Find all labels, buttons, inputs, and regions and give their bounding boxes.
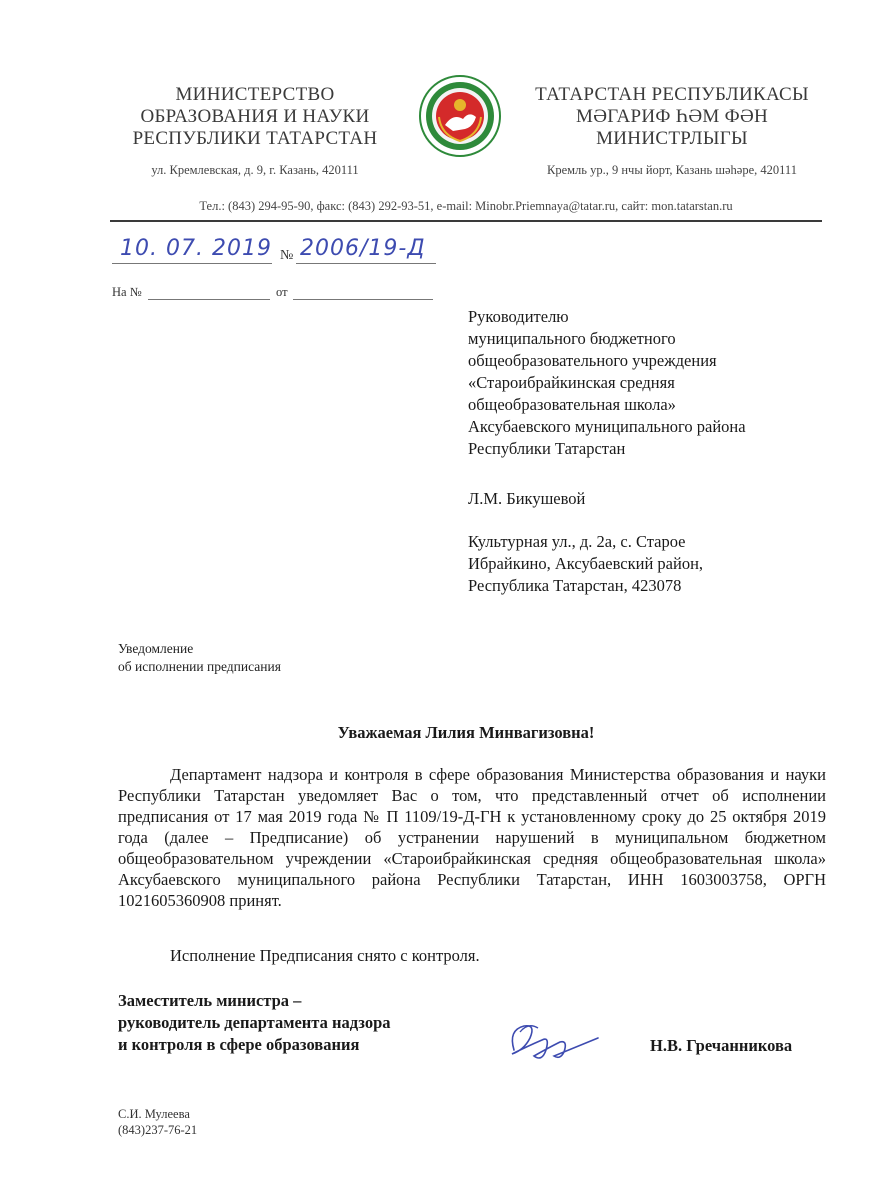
subject-line: об исполнении предписания — [118, 659, 281, 674]
ministry-name-ru-line: ОБРАЗОВАНИЯ И НАУКИ — [140, 106, 370, 127]
body-paragraph: Исполнение Предписания снято с контроля. — [170, 946, 480, 965]
ministry-name-ru-line: МИНИСТЕРСТВО — [175, 84, 335, 105]
signatory-name: Н.В. Гречанникова — [650, 1036, 793, 1055]
executor-info — [118, 1106, 197, 1138]
ministry-name-tt-line: ТАТАРСТАН РЕСПУБЛИКАСЫ — [535, 84, 809, 105]
executor-name: С.И. Мулеева — [118, 1107, 190, 1121]
ministry-name-tatar — [522, 84, 822, 150]
recipient-block — [468, 306, 746, 460]
recipient-line: Аксубаевского муниципального района — [468, 417, 746, 436]
handwritten-signature-icon — [498, 1010, 608, 1070]
header-divider — [110, 220, 822, 222]
recipient-line: Республики Татарстан — [468, 439, 626, 458]
recipient-line: общеобразовательная школа» — [468, 395, 676, 414]
reply-from-label: от — [276, 285, 288, 299]
registration-date: 10. 07. 2019 — [120, 236, 272, 261]
recipient-address-line: Республика Татарстан, 423078 — [468, 576, 682, 595]
recipient-line: Руководителю — [468, 307, 569, 326]
reply-number-line — [148, 298, 270, 300]
ministry-name-tt-line: МИНИСТРЛЫГЫ — [596, 128, 748, 149]
recipient-address — [468, 531, 703, 597]
ministry-contacts: Тел.: (843) 294-95-90, факс: (843) 292-93-51, e-mail: Minobr.Priemnaya@tatar.ru, сайт: mon.tatarstan.ru — [199, 199, 733, 213]
ministry-name-tt-line: МӘГАРИФ ҺӘМ ФӘН — [576, 106, 768, 127]
body-paragraph: Департамент надзора и контроля в сфере образования Министерства образования и науки Республики Татарстан уведомляет Вас о том, что представленный отчет об исполнении предписания от 17 мая 2019 года № П 1109/19-Д-ГН к установленному сроку до 25 октября 2019 года (далее – Предписание) об устранении нарушений в муниципальном бюджетном общеобразовательном учреждении «Староибрайкинская средняя общеобразовательная школа» Аксубаевского муниципального района Республики Татарстан, ИНН 1603003758, ОРГН 1021605360908 принят. — [118, 765, 826, 910]
registration-date-line — [112, 262, 272, 264]
recipient-name: Л.М. Бикушевой — [468, 489, 586, 508]
recipient-address-line: Культурная ул., д. 2а, с. Старое — [468, 532, 686, 551]
recipient-line: «Староибрайкинская средняя — [468, 373, 675, 392]
document-subject — [118, 640, 281, 676]
ministry-name-russian — [110, 84, 400, 150]
subject-line: Уведомление — [118, 641, 194, 656]
signatory-title-line: Заместитель министра – — [118, 991, 302, 1010]
signatory-title — [118, 990, 391, 1056]
registration-number-line — [296, 262, 436, 264]
reply-from-line — [293, 298, 433, 300]
tatarstan-emblem-icon — [419, 75, 501, 157]
salutation: Уважаемая Лилия Минвагизовна! — [337, 723, 595, 742]
recipient-line: муниципального бюджетного — [468, 329, 676, 348]
signatory-title-line: руководитель департамента надзора — [118, 1013, 391, 1032]
ministry-address-russian: ул. Кремлевская, д. 9, г. Казань, 420111 — [151, 163, 359, 177]
executor-phone: (843)237-76-21 — [118, 1123, 198, 1137]
reply-number-label: На № — [112, 285, 142, 299]
ministry-name-ru-line: РЕСПУБЛИКИ ТАТАРСТАН — [132, 128, 378, 149]
recipient-address-line: Ибрайкино, Аксубаевский район, — [468, 554, 704, 573]
ministry-address-tatar: Кремль ур., 9 нчы йорт, Казань шәһәре, 420111 — [547, 163, 797, 177]
recipient-line: общеобразовательного учреждения — [468, 351, 717, 370]
signatory-title-line: и контроля в сфере образования — [118, 1035, 360, 1054]
registration-number: 2006/19-Д — [300, 236, 426, 261]
registration-number-label: № — [280, 248, 294, 263]
